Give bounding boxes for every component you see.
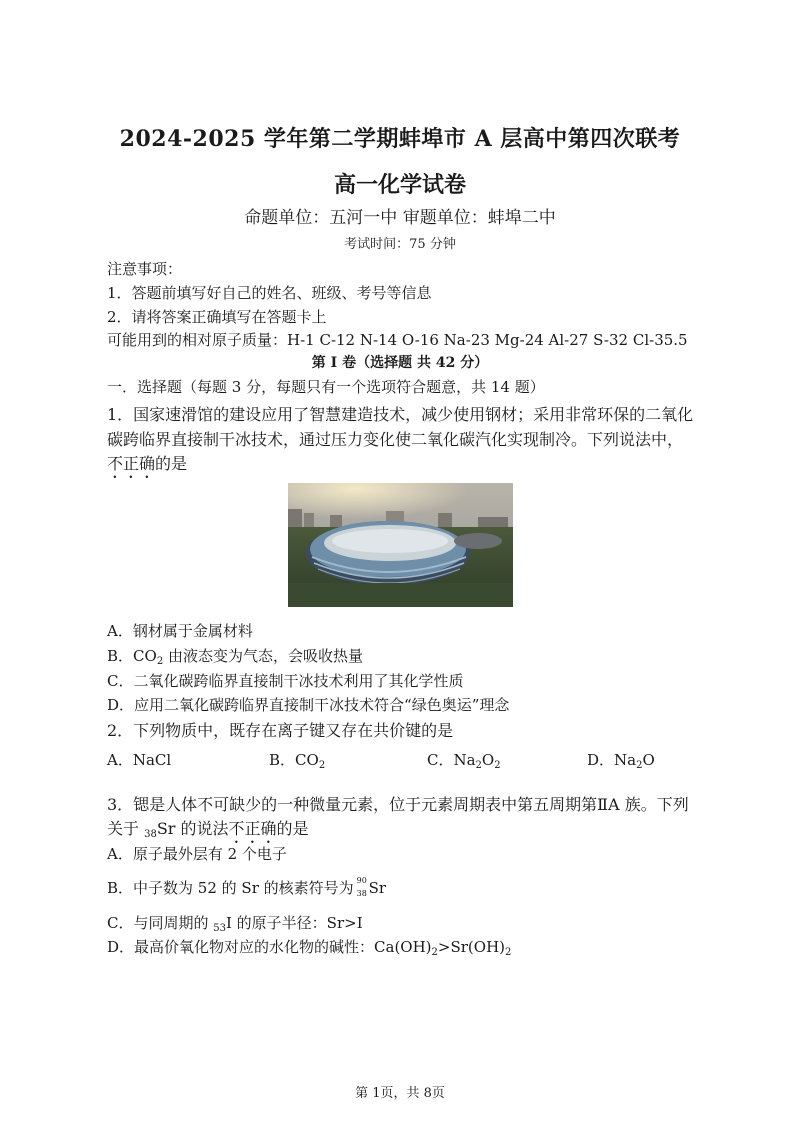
notes-item-1: 1．答题前填写好自己的姓名、班级、考号等信息 <box>107 284 432 302</box>
q1-emphasis: 不正确 <box>107 454 156 473</box>
q3-option-c: C．与同周期的 $_{53}$I 的原子半径：Sr>I <box>107 914 363 934</box>
q1-line-3 <box>107 451 187 482</box>
q2-option-c: C．$Na_2O_2$ <box>427 751 501 771</box>
q1-option-c: C．二氧化碳跨临界直接制干冰技术利用了其化学性质 <box>107 672 464 690</box>
q3-option-d: D．最高价氧化物对应的水化物的碱性：$Ca(OH)_2>Sr(OH)_2$ <box>107 938 512 958</box>
nuclide-symbol: 90 38 <box>356 876 367 898</box>
speed-skating-oval-photo <box>288 483 513 607</box>
section-title: 第 I 卷（选择题 共 42 分） <box>311 355 489 371</box>
exam-units: 命题单位：五河一中 审题单位：蚌埠二中 <box>244 208 556 228</box>
part-heading: 一．选择题（每题 3 分，每题只有一个选项符合题意，共 14 题） <box>107 378 545 396</box>
stadium-illustration <box>288 483 513 607</box>
q2-stem: 2．下列物质中，既存在离子键又存在共价键的是 <box>107 721 454 740</box>
page-footer: 第 1页，共 8页 <box>355 1086 445 1101</box>
atomic-mass-line: 可能用到的相对原子质量：H-1 C-12 N-14 O-16 Na-23 Mg-24 Al-27 S-32 Cl-35.5 <box>107 331 688 349</box>
q2-option-a: A．NaCl <box>107 751 172 769</box>
q2-option-b: B．$CO_2$ <box>269 751 326 771</box>
q1-line-2: 碳跨临界直接制干冰技术，通过压力变化使二氧化碳汽化实现制冷。下列说法中， <box>107 430 684 449</box>
q1-tail: 的是 <box>155 454 188 473</box>
notes-item-2: 2．请将答案正确填写在答题卡上 <box>107 308 327 326</box>
q1-line-1: 1．国家速滑馆的建设应用了智慧建造技术，减少使用钢材；采用非常环保的二氧化 <box>107 405 694 424</box>
q3-option-a: A．原子最外层有 2 个电子 <box>107 845 287 863</box>
exam-subtitle: 高一化学试卷 <box>333 172 466 198</box>
exam-title: 2024-2025 学年第二学期蚌埠市 A 层高中第四次联考 <box>119 126 681 152</box>
q2-option-d: D．$Na_2O$ <box>587 751 655 771</box>
q3-line-1: 3．锶是人体不可缺少的一种微量元素，位于元素周期表中第五周期第ⅡA 族。下列 <box>107 795 689 814</box>
q3-emphasis: 不正确 <box>228 819 277 838</box>
q3-option-b: B．中子数为 52 的 Sr 的核素符号为 90 38 Sr <box>107 876 387 898</box>
q1-option-d: D．应用二氧化碳跨临界直接制干冰技术符合“绿色奥运”理念 <box>107 696 510 714</box>
exam-time: 考试时间：75 分钟 <box>344 237 456 252</box>
q1-option-b: B．$CO_2$ 由液态变为气态，会吸收热量 <box>107 647 363 667</box>
notes-heading: 注意事项： <box>107 260 183 278</box>
q3-line-2: 关于 $_{38}$Sr 的说法不正确的是 <box>107 819 309 840</box>
q1-option-a: A．钢材属于金属材料 <box>107 622 253 640</box>
q2-options <box>107 749 707 773</box>
